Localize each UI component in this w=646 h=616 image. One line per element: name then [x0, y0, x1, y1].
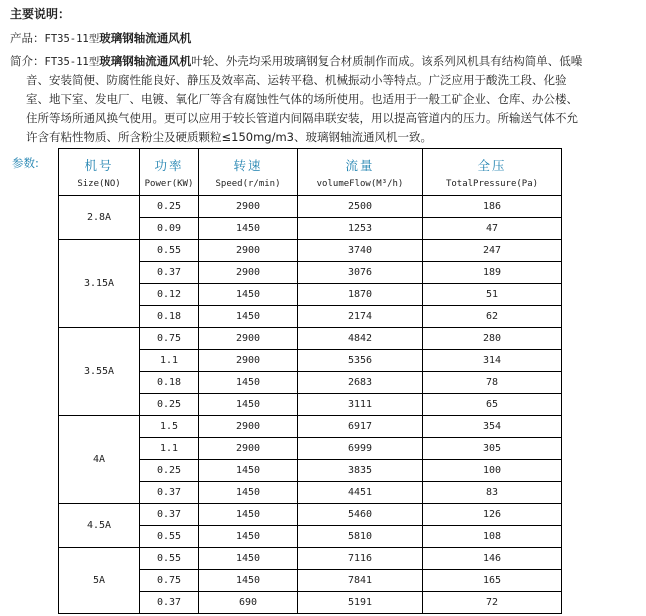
power-cell: 0.75 — [140, 570, 199, 592]
pressure-cell: 280 — [423, 328, 562, 350]
header-speed: 转速 Speed(r/min) — [199, 149, 298, 196]
intro-label: 简介： — [10, 54, 45, 68]
pressure-cell: 126 — [423, 504, 562, 526]
pressure-cell: 65 — [423, 394, 562, 416]
flow-cell: 5460 — [298, 504, 423, 526]
pressure-cell: 186 — [423, 196, 562, 218]
params-label: 参数: — [12, 156, 39, 170]
product-name: 玻璃钢轴流通风机 — [99, 31, 192, 45]
speed-cell: 1450 — [199, 570, 298, 592]
pressure-cell: 146 — [423, 548, 562, 570]
header-power: 功率 Power(KW) — [140, 149, 199, 196]
flow-cell: 4451 — [298, 482, 423, 504]
pressure-cell: 78 — [423, 372, 562, 394]
pressure-cell: 305 — [423, 438, 562, 460]
intro-line-3: 室、地下室、发电厂、电镀、氧化厂等含有腐蚀性气体的场所使用。也适用于一般工矿企业、仓库、办公楼、 — [26, 92, 578, 106]
flow-cell: 3076 — [298, 262, 423, 284]
pressure-cell: 189 — [423, 262, 562, 284]
power-cell: 0.18 — [140, 372, 199, 394]
pressure-cell: 165 — [423, 570, 562, 592]
power-cell: 0.55 — [140, 240, 199, 262]
pressure-cell: 100 — [423, 460, 562, 482]
pressure-cell: 247 — [423, 240, 562, 262]
speed-cell: 1450 — [199, 504, 298, 526]
flow-cell: 3835 — [298, 460, 423, 482]
speed-cell: 2900 — [199, 328, 298, 350]
speed-cell: 1450 — [199, 548, 298, 570]
flow-cell: 4842 — [298, 328, 423, 350]
spec-table — [58, 148, 562, 614]
product-model: FT35-11型 — [44, 33, 100, 45]
header-pressure: 全压 TotalPressure(Pa) — [423, 149, 562, 196]
power-cell: 0.12 — [140, 284, 199, 306]
flow-cell: 2174 — [298, 306, 423, 328]
speed-cell: 2900 — [199, 416, 298, 438]
table-row — [59, 196, 562, 218]
intro-line-1 — [10, 53, 582, 69]
power-cell: 1.5 — [140, 416, 199, 438]
speed-cell: 1450 — [199, 218, 298, 240]
speed-cell: 2900 — [199, 350, 298, 372]
size-cell: 4.5A — [59, 504, 140, 548]
intro-text-1: 叶轮、外壳均采用玻璃钢复合材质制作而成。该系列风机具有结构简单、低噪 — [191, 54, 583, 68]
power-cell: 0.25 — [140, 394, 199, 416]
pressure-cell: 108 — [423, 526, 562, 548]
power-cell: 0.25 — [140, 196, 199, 218]
pressure-cell: 51 — [423, 284, 562, 306]
size-cell: 2.8A — [59, 196, 140, 240]
pressure-cell: 47 — [423, 218, 562, 240]
header-row — [59, 149, 562, 196]
product-line — [10, 30, 191, 46]
pressure-cell: 314 — [423, 350, 562, 372]
power-cell: 0.37 — [140, 262, 199, 284]
header-flow: 流量 volumeFlow(M³/h) — [298, 149, 423, 196]
table-row — [59, 504, 562, 526]
pressure-cell: 83 — [423, 482, 562, 504]
flow-cell: 5356 — [298, 350, 423, 372]
table-row — [59, 416, 562, 438]
power-cell: 0.37 — [140, 482, 199, 504]
speed-cell: 1450 — [199, 284, 298, 306]
table-row — [59, 548, 562, 570]
page-heading: 主要说明： — [10, 7, 71, 21]
pressure-cell: 354 — [423, 416, 562, 438]
intro-line-4: 住所等场所通风换气使用。更可以应用于较长管道内间隔串联安装，用以提高管道内的压力。所输送气体不允 — [26, 111, 578, 125]
flow-cell: 2683 — [298, 372, 423, 394]
speed-cell: 1450 — [199, 306, 298, 328]
power-cell: 0.37 — [140, 592, 199, 614]
flow-cell: 3740 — [298, 240, 423, 262]
speed-cell: 1450 — [199, 460, 298, 482]
intro-line-2: 音、安装简便、防腐性能良好、静压及效率高、运转平稳、机械振动小等特点。广泛应用于酸洗工段、化验 — [26, 73, 567, 87]
speed-cell: 2900 — [199, 196, 298, 218]
speed-cell: 1450 — [199, 526, 298, 548]
flow-cell: 5810 — [298, 526, 423, 548]
flow-cell: 2500 — [298, 196, 423, 218]
table-row — [59, 328, 562, 350]
power-cell: 0.55 — [140, 526, 199, 548]
power-cell: 0.75 — [140, 328, 199, 350]
pressure-cell: 62 — [423, 306, 562, 328]
intro-line-5: 许含有粘性物质、所含粉尘及硬质颗粒≤150mg/m3、玻璃钢轴流通风机一致。 — [26, 130, 432, 144]
power-cell: 1.1 — [140, 350, 199, 372]
size-cell: 3.55A — [59, 328, 140, 416]
intro-model: FT35-11型 — [44, 56, 100, 68]
power-cell: 0.55 — [140, 548, 199, 570]
flow-cell: 1253 — [298, 218, 423, 240]
size-cell: 4A — [59, 416, 140, 504]
power-cell: 0.18 — [140, 306, 199, 328]
speed-cell: 1450 — [199, 372, 298, 394]
pressure-cell: 72 — [423, 592, 562, 614]
power-cell: 0.09 — [140, 218, 199, 240]
speed-cell: 2900 — [199, 438, 298, 460]
speed-cell: 1450 — [199, 394, 298, 416]
flow-cell: 1870 — [298, 284, 423, 306]
flow-cell: 5191 — [298, 592, 423, 614]
speed-cell: 2900 — [199, 262, 298, 284]
flow-cell: 3111 — [298, 394, 423, 416]
flow-cell: 7841 — [298, 570, 423, 592]
power-cell: 1.1 — [140, 438, 199, 460]
flow-cell: 6999 — [298, 438, 423, 460]
speed-cell: 2900 — [199, 240, 298, 262]
product-label: 产品： — [10, 31, 45, 45]
flow-cell: 6917 — [298, 416, 423, 438]
speed-cell: 690 — [199, 592, 298, 614]
size-cell: 5A — [59, 548, 140, 614]
header-size: 机号 Size(NO) — [59, 149, 140, 196]
intro-product-name: 玻璃钢轴流通风机 — [99, 54, 192, 68]
power-cell: 0.37 — [140, 504, 199, 526]
speed-cell: 1450 — [199, 482, 298, 504]
power-cell: 0.25 — [140, 460, 199, 482]
table-row — [59, 240, 562, 262]
size-cell: 3.15A — [59, 240, 140, 328]
flow-cell: 7116 — [298, 548, 423, 570]
